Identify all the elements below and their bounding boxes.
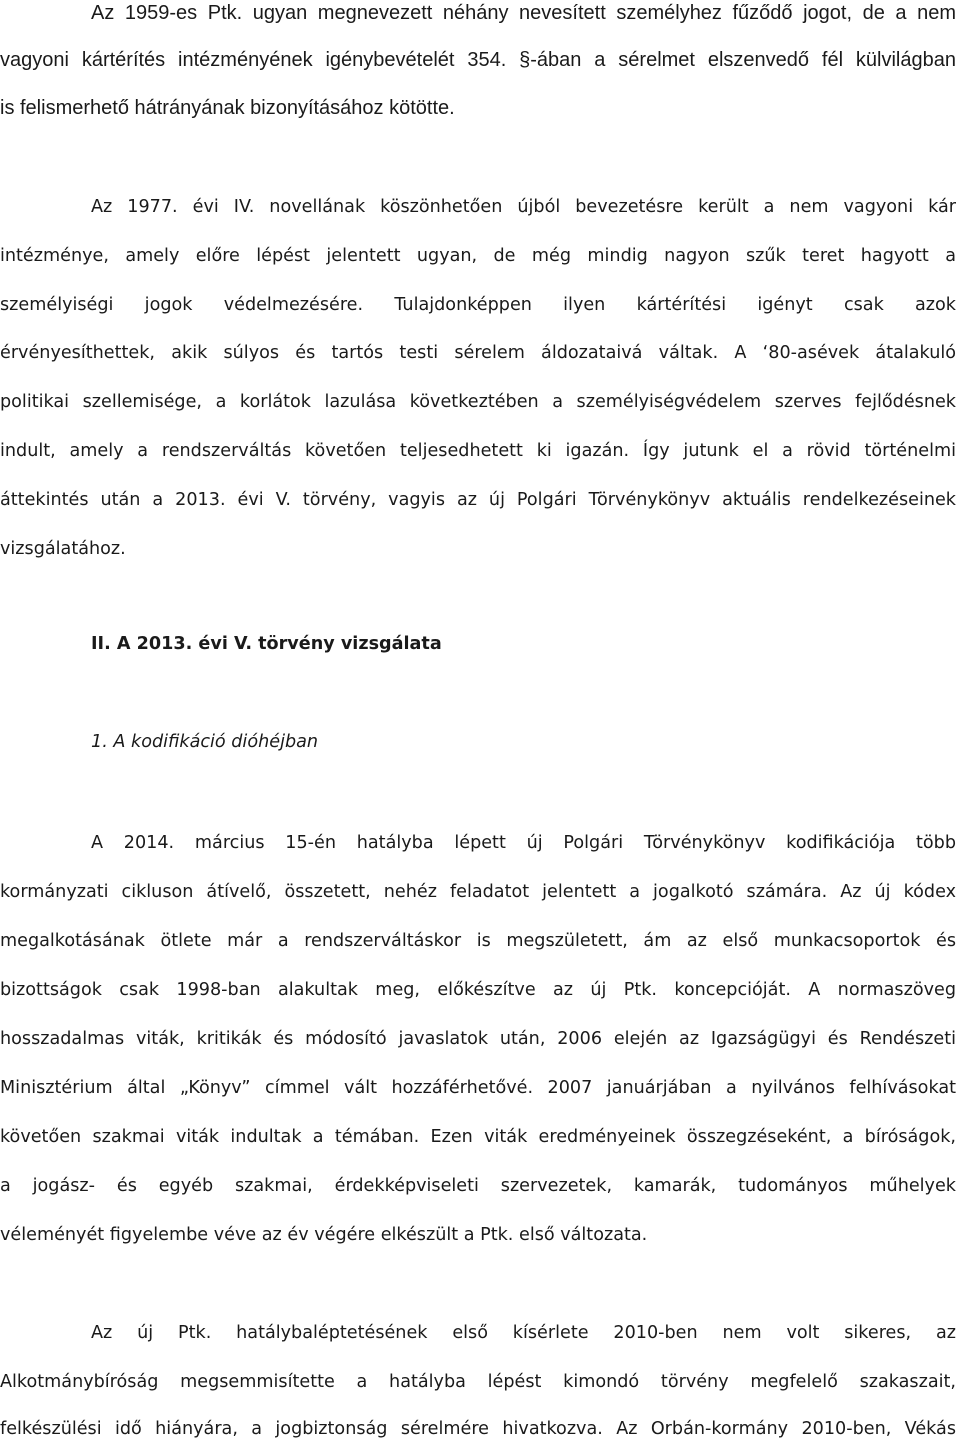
paragraph-1-line: is felismerhető hátrányának bizonyításához kötötte. (0, 97, 455, 119)
paragraph-1-line: Az 1959-es Ptk. ugyan megnevezett néhány nevesített személyhez fűződő jogot, de a nem (91, 2, 956, 24)
paragraph-2-line: indult, amely a rendszerváltás követően teljesedhetett ki igazán. Így jutunk el a rövid történelmi (0, 441, 956, 461)
paragraph-3-line: hosszadalmas viták, kritikák és módosító javaslatok után, 2006 elején az Igazságügyi és Rendészeti (0, 1029, 956, 1049)
paragraph-2-line: intézménye, amely előre lépést jelentett ugyan, de még mindig nagyon szűk teret hagyott a (0, 246, 956, 266)
paragraph-3-line: kormányzati cikluson átívelő, összetett, nehéz feladatot jelentett a jogalkotó számára. Az új kódex (0, 882, 956, 902)
paragraph-3-line: a jogász- és egyéb szakmai, érdekképviseleti szervezetek, kamarák, tudományos műhelyek (0, 1176, 956, 1196)
paragraph-2-line: Az 1977. évi IV. novellának köszönhetően újból bevezetésre került a nem vagyoni kár (91, 197, 956, 217)
subsection-heading: 1. A kodifikáció dióhéjban (91, 732, 319, 752)
paragraph-1-line: vagyoni kártérítés intézményének igénybevételét 354. §-ában a sérelmet elszenvedő fél külvilágban (0, 49, 956, 71)
paragraph-3-line: követően szakmai viták indultak a témában. Ezen viták eredményeinek összegzéseként, a bíróságok, (0, 1127, 956, 1147)
paragraph-2-line: vizsgálatához. (0, 539, 126, 559)
paragraph-4-line: Alkotmánybíróság megsemmisítette a hatályba lépést kimondó törvény megfelelő szakaszait, (0, 1372, 956, 1392)
paragraph-2-line: politikai szellemisége, a korlátok lazulása következtében a személyiségvédelem szerves fejlődésnek (0, 392, 956, 412)
paragraph-4-line: felkészülési idő hiányára, a jogbiztonság sérelmére hivatkozva. Az Orbán-kormány 2010-ben, Vékás (0, 1419, 956, 1439)
paragraph-3-line: Minisztérium által „Könyv” címmel vált hozzáférhetővé. 2007 januárjában a nyilvános felhívásokat (0, 1078, 956, 1098)
paragraph-2-line: személyiségi jogok védelmezésére. Tulajdonképpen ilyen kártérítési igényt csak azok (0, 295, 956, 315)
paragraph-3-line: bizottságok csak 1998-ban alakultak meg, előkészítve az új Ptk. koncepcióját. A normaszöveg (0, 980, 956, 1000)
paragraph-3-line: megalkotásának ötlete már a rendszerváltáskor is megszületett, ám az első munkacsoportok és (0, 931, 956, 951)
section-heading: II. A 2013. évi V. törvény vizsgálata (91, 634, 442, 654)
paragraph-3-line: A 2014. március 15-én hatályba lépett új Polgári Törvénykönyv kodifikációja több (91, 833, 956, 853)
paragraph-3-line: véleményét figyelembe véve az év végére elkészült a Ptk. első változata. (0, 1225, 648, 1245)
paragraph-2-line: áttekintés után a 2013. évi V. törvény, vagyis az új Polgári Törvénykönyv aktuális rendelkezéseinek (0, 490, 956, 510)
paragraph-4-line: Az új Ptk. hatálybaléptetésének első kísérlete 2010-ben nem volt sikeres, az (91, 1323, 956, 1343)
paragraph-2-line: érvényesíthettek, akik súlyos és tartós testi sérelem áldozataivá váltak. A ‘80-asévek átalakuló (0, 343, 956, 363)
